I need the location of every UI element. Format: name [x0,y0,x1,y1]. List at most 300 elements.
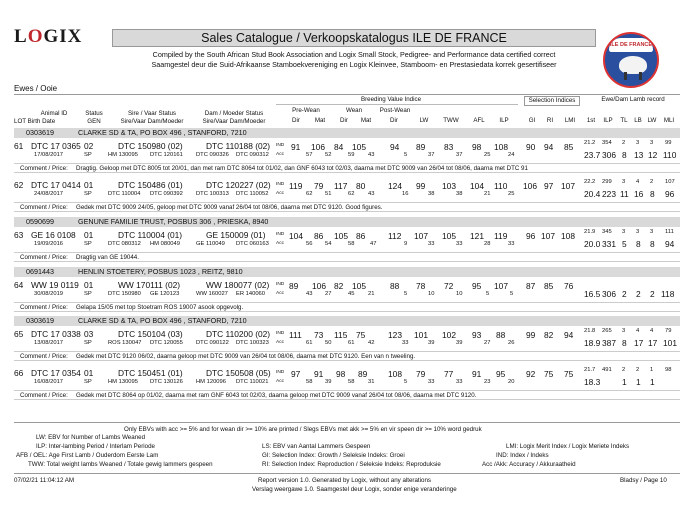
lw-acc: 33 [428,379,435,385]
postwean-acc: 33 [402,340,409,346]
ewe-mli-top: 79 [665,328,672,334]
gi-value: 92 [526,369,536,379]
wean-dir-acc: 61 [348,340,355,346]
sire-id: DTC 150451 (01) [118,368,183,378]
tww-acc: 33 [456,241,463,247]
dam-sire: HM 120096 [196,379,226,385]
ewe-tl-top: 3 [622,229,626,235]
dam-sire: DTC 100313 [196,191,229,197]
comment-label: Comment / Price: [20,353,68,360]
wean-dir: 105 [334,231,348,241]
wean-mat-acc: 42 [368,340,375,346]
ewe-ilp-top: 491 [602,367,612,373]
tww-value: 102 [442,330,456,340]
owner-name: CLARKE SD & TA, PO BOX 496 , STANFORD, 7210 [78,128,247,137]
postwean-acc: 5 [404,152,408,158]
lot-number: 63 [14,230,24,240]
comment-text: Dragtig. Geloop met DTC 8005 tot 20/01, dan met ram DTC 8064 tot 01/02, dan GNF 6043 tot 02/03, daarna met DTC 9009 van 26/04 tot 08/06, daarna met DTC 91 [76,165,528,172]
tl-header: TL [620,117,628,124]
comment-line [14,302,680,312]
tww-acc: 39 [456,340,463,346]
ewe-tl-bottom: 11 [620,189,629,199]
section-label: Ewes / Ooie [14,84,58,93]
ewe-lw-bottom: 17 [648,338,658,348]
prewean-dir: 89 [289,281,299,291]
afl-acc: 28 [484,241,491,247]
wean-dir: 115 [334,330,348,340]
footer-datetime: 07/02/21 11:04:12 AM [14,477,75,484]
ewe-first-top: 21.7 [584,367,596,373]
page-subtitle [112,50,596,70]
status: 03 [84,329,94,339]
owner-bar [14,267,680,277]
ilp-value: 88 [496,330,506,340]
section-divider [14,94,680,95]
comment-line [14,252,680,262]
afl-header: AFL [473,117,485,124]
sire-sire: DTC 150980 [108,291,141,297]
lot-number: 64 [14,280,24,290]
ewe-lb-top: 3 [636,229,640,235]
bvi-group-header: Breeding Value Indice [360,96,422,103]
ewe-first-bottom: 23.7 [584,150,601,160]
ewe-mli-top: 107 [665,179,675,185]
comment-text: Gedek met DTC 9120 06/02, daarna geloop met DTC 9009 van 26/04 tot 08/06, daarna met DTC 9120. Een van n tweeling. [76,353,416,360]
gi-value: 87 [526,281,536,291]
gen: SP [84,152,92,158]
lw-value: 101 [414,330,428,340]
gen: SP [84,241,92,247]
legend-gi: GI: Selection Index: Growth / Seleksie Indeks: Groei [262,452,405,459]
dam-dam: DTC 110052 [236,191,269,197]
prewean-mat: 106 [312,281,326,291]
legend-acc: Acc /Akk: Accuracy / Akkuraatheid [482,461,576,468]
dam-sire: GE 110049 [196,241,225,247]
comment-line [14,390,680,400]
prewean-mat-acc: 50 [325,340,332,346]
wean-dir: 82 [334,281,344,291]
ilp-acc: 26 [508,340,515,346]
wean-mat-acc: 31 [368,379,375,385]
gi-value: 90 [526,142,536,152]
prewean-mat-acc: 51 [325,191,332,197]
selection-group-header: Selection Indices [528,97,576,104]
lot-number: 66 [14,368,24,378]
ewe-ilp-top: 299 [602,179,612,185]
afl-value: 95 [472,281,482,291]
acc-label: Acc [276,152,284,157]
gi-value: 99 [526,330,536,340]
lmi-value: 85 [564,142,574,152]
lmi-value: 107 [561,181,575,191]
dam-header: Dam / Moeder Status [204,110,264,117]
legend-divider [14,422,680,423]
ewe-lb-top: 3 [636,140,640,146]
animal-id: DTC 17 0365 [31,141,81,151]
sire-id: WW 170111 (02) [118,280,181,290]
prewean-dir: 119 [289,181,303,191]
comment-label: Comment / Price: [20,392,68,399]
dam-id: DTC 120227 (02) [206,180,271,190]
ewe-mli-bottom: 94 [665,239,675,249]
ri-value: 97 [544,181,554,191]
sheep-leg-icon [639,72,642,80]
footer-report-af: Verslag weergawe 1.0. Saamgestel deur Logix, sonder enige veranderinge [252,486,457,493]
ewe-tl-bottom: 5 [622,239,627,249]
acc-label: Acc [276,191,284,196]
ewe-first-top: 21.8 [584,328,596,334]
sire-dam: DTC 090392 [150,191,183,197]
owner-name: GENUNE FAMILIE TRUST, POSBUS 306 , PRIESKA, 8940 [78,217,269,226]
ewe-lw-bottom: 12 [648,150,658,160]
ewe-lb-top: 4 [636,328,640,334]
wean-mat-acc: 21 [368,291,375,297]
prewean-dir-acc: 61 [306,340,313,346]
prewean-dir: 111 [289,330,302,340]
sire-sire: DTC 110004 [108,191,141,197]
wean-mat: 86 [356,231,366,241]
ewe-ilp-top: 354 [602,140,612,146]
ewe-tl-top: 3 [622,179,626,185]
wean-mat: 80 [356,181,366,191]
legend-tww: TWW: Total weight lambs Weaned / Totale gewig lammers gespeen [28,461,213,468]
afl-value: 98 [472,142,482,152]
lw-header: LW [419,117,429,124]
sire-sire: HM 130095 [108,152,138,158]
legend-ls: LS: EBV van Aantal Lammers Gespeen [262,443,371,450]
legend-lmi: LMI: Logix Merit Index / Logix Meriete Indeks [506,443,630,450]
ilp-value: 119 [494,231,508,241]
afl-value: 121 [470,231,484,241]
wean-mat: 89 [358,369,368,379]
ewe-lw-bottom: 8 [650,239,655,249]
postwean-acc: 5 [404,291,408,297]
comment-text: Gedek met DTC 9009 24/05, geloop met DTC 9009 vanaf 26/04 tot 08/06, daarna met DTC 9120. Good figures. [76,204,383,211]
dam-id: DTC 110200 (02) [206,329,271,339]
dam-sire: DTC 090122 [196,340,229,346]
birth-date: 13/08/2017 [34,340,64,346]
ilp-header: ILP [499,117,509,124]
ri-value: 85 [544,281,554,291]
tww-acc: 38 [456,191,463,197]
wean-mat-header: Mat [360,117,372,124]
ewe-mli-bottom: 96 [665,189,675,199]
sire-header: Sire / Vaar Status [127,110,177,117]
footer-divider [14,473,680,474]
sire-sub-header: Sire/Vaar Dam/Moeder [120,118,184,125]
prewean-header: Pre-Wean [292,107,320,114]
ind-label: IND [276,331,285,336]
dam-dam: DTC 090312 [236,152,269,158]
ilp-value: 107 [494,281,508,291]
owner-bar [14,217,680,227]
afl-acc: 5 [486,291,490,297]
animal-id: DTC 17 0354 [31,368,81,378]
subtitle-line-2: Saamgestel deur die Suid-Afrikaanse Stamboekvereniging en Logix Kleinvee, Stamboom- en Prestasiedata korrek gesertifiseer [151,60,557,69]
animal-id-header: Animal ID [40,110,68,117]
afl-value: 104 [470,181,484,191]
status: 01 [84,368,94,378]
owner-name: CLARKE SD & TA, PO BOX 496 , STANFORD, 7210 [78,316,247,325]
ewe-first-bottom: 18.3 [584,377,601,387]
animal-id: GE 16 0108 [31,230,76,240]
comment-line [14,163,680,173]
lot-number: 65 [14,329,24,339]
birth-date: 16/08/2017 [34,379,64,385]
sire-id: DTC 110004 (01) [118,230,183,240]
dam-sire: WW 160027 [196,291,228,297]
ewe-group-header: Ewe/Dam Lamb record [601,96,665,103]
comment-label: Comment / Price: [20,204,68,211]
ind-label: IND [276,282,285,287]
gi-value: 106 [523,181,537,191]
lmi-header: LMI [564,117,576,124]
emblem-text: ILE DE FRANCE [609,38,653,52]
sire-id: DTC 150486 (01) [118,180,183,190]
comment-label: Comment / Price: [20,254,68,261]
prewean-mat: 79 [314,181,324,191]
gen: SP [84,291,92,297]
prewean-dir-acc: 43 [306,291,313,297]
lmi-value: 108 [561,231,575,241]
prewean-mat-acc: 54 [325,241,332,247]
status: 01 [84,230,94,240]
ewe-mli-top: 99 [665,140,672,146]
comment-text: Gelapa 15/05 met top Stoetram ROS 19007 asook opgevolg. [76,304,244,311]
ewe-ilp-bottom: 387 [602,338,616,348]
afl-acc: 25 [484,152,491,158]
ewe-lw-top: 3 [650,140,654,146]
postwean-acc: 5 [404,379,408,385]
tww-acc: 10 [456,291,463,297]
gi-value: 96 [526,231,536,241]
ilp-value: 110 [494,181,508,191]
ewe-first-bottom: 16.5 [584,289,601,299]
lw-acc: 33 [428,241,435,247]
ewe-tl-bottom: 1 [622,377,627,387]
prewean-dir: 97 [291,369,301,379]
postwean-dir-header: Dir [390,117,398,124]
sire-sire: ROS 130047 [108,340,142,346]
gen: SP [84,379,92,385]
tww-value: 72 [444,281,454,291]
ewe-mli-top: 98 [665,367,672,373]
lw-value: 89 [416,142,426,152]
gen-header: GEN [87,118,101,125]
ewe-mli-top: 111 [665,229,674,235]
acc-label: Acc [276,241,284,246]
ilp2-header: ILP [603,117,613,124]
ewe-lw-bottom: 2 [650,289,655,299]
owner-name: HENLIN STOETERY, POSBUS 1023 , REITZ, 9810 [78,267,243,276]
acc-label: Acc [276,340,284,345]
wean-mat-acc: 43 [368,152,375,158]
owner-code: 0303619 [26,316,54,325]
ewe-ilp-top: 265 [602,328,612,334]
ewe-mli-bottom: 110 [663,150,677,160]
animal-id: WW 19 0119 [31,280,79,290]
postwean-dir: 94 [390,142,400,152]
ewe-tl-bottom: 8 [622,150,627,160]
wean-dir-acc: 59 [348,152,355,158]
birth-date: 19/09/2016 [34,241,64,247]
ewe-tl-bottom: 2 [622,289,627,299]
sire-dam: GE 120123 [150,291,180,297]
ewe-first-bottom: 20.4 [584,189,601,199]
gen: SP [84,191,92,197]
comment-label: Comment / Price: [20,165,68,172]
tww-value: 105 [442,231,456,241]
postwean-acc: 16 [402,191,409,197]
ile-de-france-emblem [603,32,659,88]
owner-code: 0691443 [26,267,54,276]
ewe-first-top: 21.2 [584,140,596,146]
ewe-lb-top: 2 [636,367,640,373]
lw-acc: 38 [428,191,435,197]
afl-acc: 23 [484,379,491,385]
afl-value: 91 [472,369,482,379]
ewe-lb-bottom: 8 [636,239,641,249]
bvi-group-rule [276,104,518,105]
ilp-value: 108 [494,142,508,152]
sire-dam: DTC 120161 [150,152,183,158]
prewean-dir-acc: 58 [306,379,313,385]
ewe-tl-top: 3 [622,328,626,334]
sheep-leg-icon [624,72,627,80]
tww-acc: 33 [456,379,463,385]
prewean-mat-acc: 39 [325,379,332,385]
status: 01 [84,180,94,190]
prewean-dir: 104 [289,231,303,241]
footer-report-en: Report version 1.0. Generated by Logix, without any alterations [258,477,432,484]
ewe-first-top: 21.9 [584,229,596,235]
acc-label: Acc [276,379,284,384]
lmi-value: 75 [564,369,574,379]
wean-dir-acc: 45 [348,291,355,297]
dam-sire: DTC 090326 [196,152,229,158]
owner-code: 0590699 [26,217,54,226]
lw-acc: 10 [428,291,435,297]
dam-id: DTC 110188 (02) [206,141,271,151]
lw-acc: 39 [428,340,435,346]
tww-header: TWW [443,117,459,124]
comment-line [14,351,680,361]
wean-mat: 105 [352,142,366,152]
wean-dir: 84 [334,142,344,152]
ind-label: IND [276,182,285,187]
wean-dir-header: Dir [340,117,348,124]
status: 02 [84,141,94,151]
lw-value: 99 [416,181,426,191]
wean-mat: 75 [356,330,366,340]
ewe-lb-bottom: 2 [636,289,641,299]
lot-number: 62 [14,180,24,190]
afl-acc: 21 [484,191,491,197]
prewean-mat: 91 [314,369,324,379]
wean-dir-acc: 58 [348,379,355,385]
ilp-value: 95 [496,369,506,379]
ilp-acc: 5 [510,291,514,297]
ri-value: 82 [544,330,554,340]
ewe-mli-bottom: 118 [661,289,675,299]
legend-lw: LW: EBV for Number of Lambs Weaned [36,434,146,441]
legend-ind: IND: Index / Indeks [496,452,549,459]
legend-ri: RI: Selection Index: Reproduction / Seleksie Indeks: Reproduksie [262,461,441,468]
ilp-acc: 20 [508,379,515,385]
ri-value: 75 [544,369,554,379]
owner-bar [14,128,680,138]
ewe-tl-bottom: 8 [622,338,627,348]
ewe-lb-bottom: 16 [634,189,644,199]
wean-mat: 105 [352,281,366,291]
prewean-mat-acc: 27 [325,291,332,297]
postwean-dir: 123 [388,330,402,340]
owner-bar [14,316,680,326]
postwean-dir: 112 [388,231,402,241]
ewe-mli-bottom: 101 [663,338,677,348]
dam-id: DTC 150508 (05) [206,368,271,378]
footer-page: Bladsy / Page 10 [620,477,667,484]
ri-value: 94 [544,142,554,152]
dam-dam: DTC 100323 [236,340,269,346]
wean-header: Wean [345,107,363,114]
ewe-lb-top: 4 [636,179,640,185]
ri-value: 107 [541,231,555,241]
ewe-lb-bottom: 1 [636,377,641,387]
prewean-dir-acc: 57 [306,152,313,158]
mli-header: MLI [663,117,675,124]
ewe-first-bottom: 20.0 [584,239,601,249]
ewe-lb-bottom: 17 [634,338,644,348]
sire-sire: HM 130095 [108,379,138,385]
wean-dir-acc: 62 [348,191,355,197]
ewe-lw-top: 1 [650,367,654,373]
prewean-mat: 106 [311,142,325,152]
ewe-ilp-bottom: 331 [602,239,616,249]
logix-logo: LOGIX [14,26,83,47]
gen: SP [84,340,92,346]
tww-acc: 37 [456,152,463,158]
sire-id: DTC 150980 (02) [118,141,183,151]
ind-label: IND [276,370,285,375]
ilp-acc: 24 [508,152,515,158]
lw2-header: LW [647,117,657,124]
prewean-mat: 73 [314,330,324,340]
postwean-dir: 88 [390,281,400,291]
ind-label: IND [276,232,285,237]
ewe-lw-top: 4 [650,328,654,334]
comment-text: Gedek met DTC 8064 op 01/02, daarna met ram GNF 6043 tot 02/03, daarna geloop met DTC 9009 vanaf 26/04 tot 08/06, daarna met DTC 9120. [76,392,477,399]
ilp-acc: 33 [508,241,515,247]
prewean-mat: 86 [314,231,324,241]
prewean-mat-header: Mat [314,117,326,124]
legend-note: Only EBVs with acc >= 5% and for wean dir >= 10% are printed / Slegs EBVs met akk >= 5% en vir speen dir >= 10% word gedruk [124,426,482,433]
ri-header: RI [546,117,554,124]
wean-dir: 117 [334,181,348,191]
lot-number: 61 [14,141,24,151]
wean-dir: 98 [336,369,346,379]
gi-header: GI [528,117,536,124]
tww-value: 77 [444,369,454,379]
postwean-dir: 108 [388,369,402,379]
birth-date: 24/08/2017 [34,191,64,197]
dam-id: GE 150009 (01) [206,230,266,240]
lw-value: 79 [416,369,426,379]
owner-code: 0303619 [26,128,54,137]
lot-birth-header: LOT Birth Date [14,118,56,125]
animal-id: DTC 17 0414 [31,180,81,190]
subtitle-line-1: Compiled by the South African Stud Book Association and Logix Small Stock, Pedigree- and Performance data certified correct [152,50,556,59]
